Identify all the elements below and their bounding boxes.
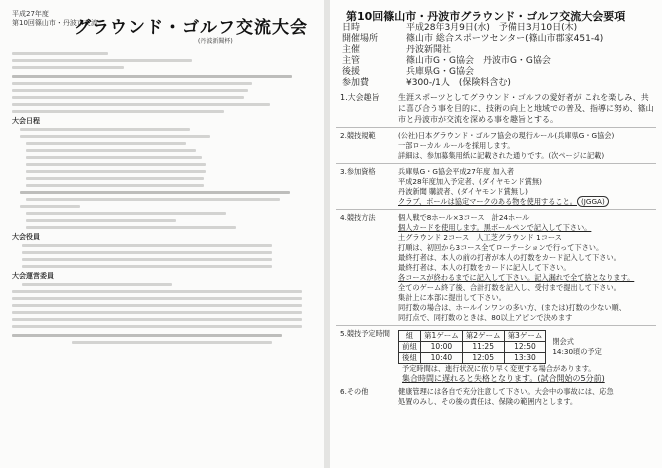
divider <box>336 209 656 210</box>
section-rules: 2.競技規範 (公社)日本グラウンド・ゴルフ協会の現行ルール(兵庫県G・G協会) 一部ローカル ルールを採用します。 詳細は、参加募集用紙に記載された通りです。(次ページに記載) <box>340 131 615 160</box>
section-eligibility: 3.参加資格 兵庫県G・G協会平成27年度 加入者 平成28年度加入予定者、(ダイヤモンド賞無) 丹波新聞 購読者、(ダイヤモンド賞無し) クラブ、ボールは協定マークのある物を使用すること。 (JGGA) <box>336 167 656 207</box>
section-other: 6.その他 健康管理には各自で充分注意して下さい。大会中の事故には、応急 処置のみし、その後の責任は、保険の範囲内とします。 <box>340 387 614 406</box>
program-block <box>12 128 316 229</box>
info-row-venue: 開催場所 篠山市 総合スポーツセンター(篠山市郡家451-4) <box>342 34 604 44</box>
closing-time: 14:30頃の予定 <box>552 346 602 356</box>
info-row-management: 主管 篠山市G・G協会 丹波市G・G協会 <box>342 56 551 66</box>
left-page <box>0 0 324 468</box>
jgga-mark: (JGGA) <box>577 196 609 207</box>
info-row-fee: 参加費 ¥300-/1人 (保険料含む) <box>342 78 511 88</box>
info-rows <box>336 23 656 89</box>
left-organizers-block <box>12 52 316 69</box>
right-page <box>330 0 662 468</box>
event-subtitle: (丹波新聞杯) <box>198 38 233 45</box>
divider <box>336 325 656 326</box>
staff-block <box>12 283 316 344</box>
schedule-table: 組 第1ゲーム 第2ゲーム 第3ゲーム 前組 10:00 11:25 12:50 後組 10:40 12:05 13:30 <box>398 330 546 364</box>
left-date-block <box>12 75 316 113</box>
divider <box>336 127 656 128</box>
officers-block <box>12 244 316 268</box>
schedule-note: 予定時間は、進行状況に依り早く変更する場合があります。 <box>402 364 596 373</box>
section-method: 4.競技方法 個人戦で8ホール×3コース 計24ホール 個人カードを使用します。黒ボールペンで記入して下さい。 土グラウンド 2コース 人工芝グラウンド 1コース 打順は、初回から3コース全てローテーションで行って下さい。 最終打者は、本人の前の打者が本人の打数をカード記入して下さい。 最終打者は、本人の打数をカードに記入して下さい。 各コースが終わるまでに記入して下さい。記入漏れで全て捨となります。 全てのゲーム終了後、合計打数を記入し、受付まで提出して下さい。 集計上に本部に提出して下さい。 同打数の場合は、ホールインワンの多い方、(または)打数の少ない順、 同打点で、同打数のときは、80以上アピンで決めます <box>340 213 635 322</box>
officers-heading: 大会役員 <box>12 233 40 241</box>
closing-label: 閉会式 <box>552 336 574 346</box>
section-schedule: 5.競技予定時間 組 第1ゲーム 第2ゲーム 第3ゲーム 前組 10:00 11:25 12:50 後組 10:40 12:05 13:30 閉会式 14:30頃の予定 <box>340 329 602 362</box>
schedule-warning: 集合時間に遅れると失格となります。(試合開始の5分前) <box>402 374 605 383</box>
program-heading: 大会日程 <box>12 117 40 125</box>
outline-title: 第10回篠山市・丹波市グラウンド・ゴルフ交流大会要項 <box>346 10 626 23</box>
pre-title: 平成27年度 <box>12 10 49 18</box>
event-title: グラウンド・ゴルフ交流大会 <box>74 18 308 38</box>
info-row-support: 後援 兵庫県G・G協会 <box>342 67 474 77</box>
divider <box>336 163 656 164</box>
staff-heading: 大会運営委員 <box>12 272 54 280</box>
info-row-date: 日時 平成28年3月9日(水) 予備日3月10日(木) <box>342 23 578 33</box>
pre-title-2: 第10回篠山市・丹波市交流 <box>12 19 98 27</box>
section-purpose: 1.大会趣旨 生涯スポーツとしてグラウンド・ゴルフの愛好者が これを楽しみ、共に喜び合う事を目的に、技術の向上と地域での普及、指導に努め、篠山市と丹波市が交流を深める事を趣旨とする。 <box>340 93 654 124</box>
info-row-host: 主催 丹波新聞社 <box>342 45 452 55</box>
